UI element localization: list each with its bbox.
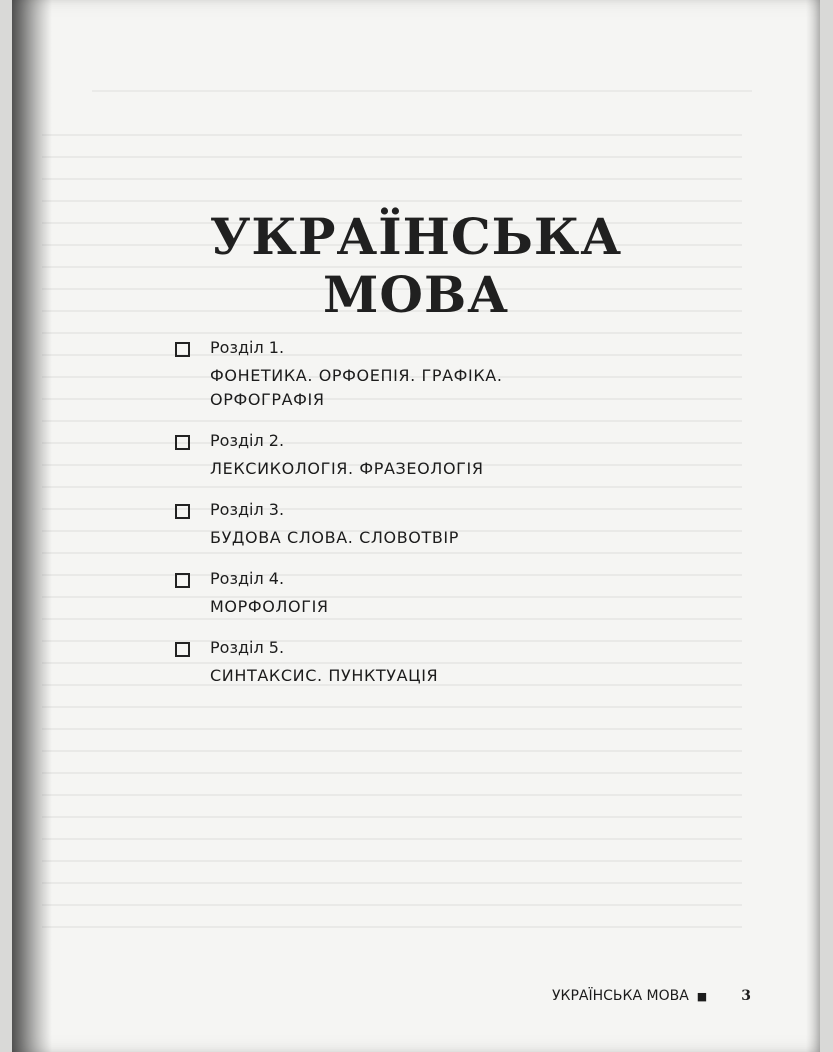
section-3	[175, 500, 695, 550]
book-title-line-1: УКРАЇНСЬКА	[209, 207, 623, 266]
section-label: Розділ 4.	[210, 569, 285, 588]
section-label: Розділ 5.	[210, 638, 285, 657]
section-label: Розділ 2.	[210, 431, 285, 450]
section-4	[175, 569, 695, 619]
sections-list	[175, 338, 695, 707]
book-page	[12, 0, 820, 1052]
page-edge-shadow	[806, 0, 820, 1052]
page-number: 3	[741, 988, 751, 1004]
section-2	[175, 431, 695, 481]
section-1	[175, 338, 695, 412]
checkbox-icon	[175, 342, 190, 357]
section-title-line: ЛЕКСИКОЛОГІЯ. ФРАЗЕОЛОГІЯ	[210, 459, 484, 478]
section-label: Розділ 3.	[210, 500, 285, 519]
running-title: УКРАЇНСЬКА МОВА	[552, 988, 689, 1004]
bleed-through-heading	[92, 50, 752, 92]
section-5	[175, 638, 695, 688]
page-footer	[552, 988, 751, 1004]
checkbox-icon	[175, 573, 190, 588]
book-title-line-2: МОВА	[323, 265, 509, 324]
checkbox-icon	[175, 642, 190, 657]
checkbox-icon	[175, 504, 190, 519]
section-title-line: ОРФОГРАФІЯ	[210, 390, 325, 409]
section-title-line: СИНТАКСИС. ПУНКТУАЦІЯ	[210, 666, 439, 685]
section-title-line: ФОНЕТИКА. ОРФОЕПІЯ. ГРАФІКА.	[210, 366, 503, 385]
separator-square-icon: ■	[696, 989, 708, 1003]
section-title-line: МОРФОЛОГІЯ	[210, 597, 329, 616]
section-title-line: БУДОВА СЛОВА. СЛОВОТВІР	[210, 528, 460, 547]
checkbox-icon	[175, 435, 190, 450]
section-label: Розділ 1.	[210, 338, 285, 357]
